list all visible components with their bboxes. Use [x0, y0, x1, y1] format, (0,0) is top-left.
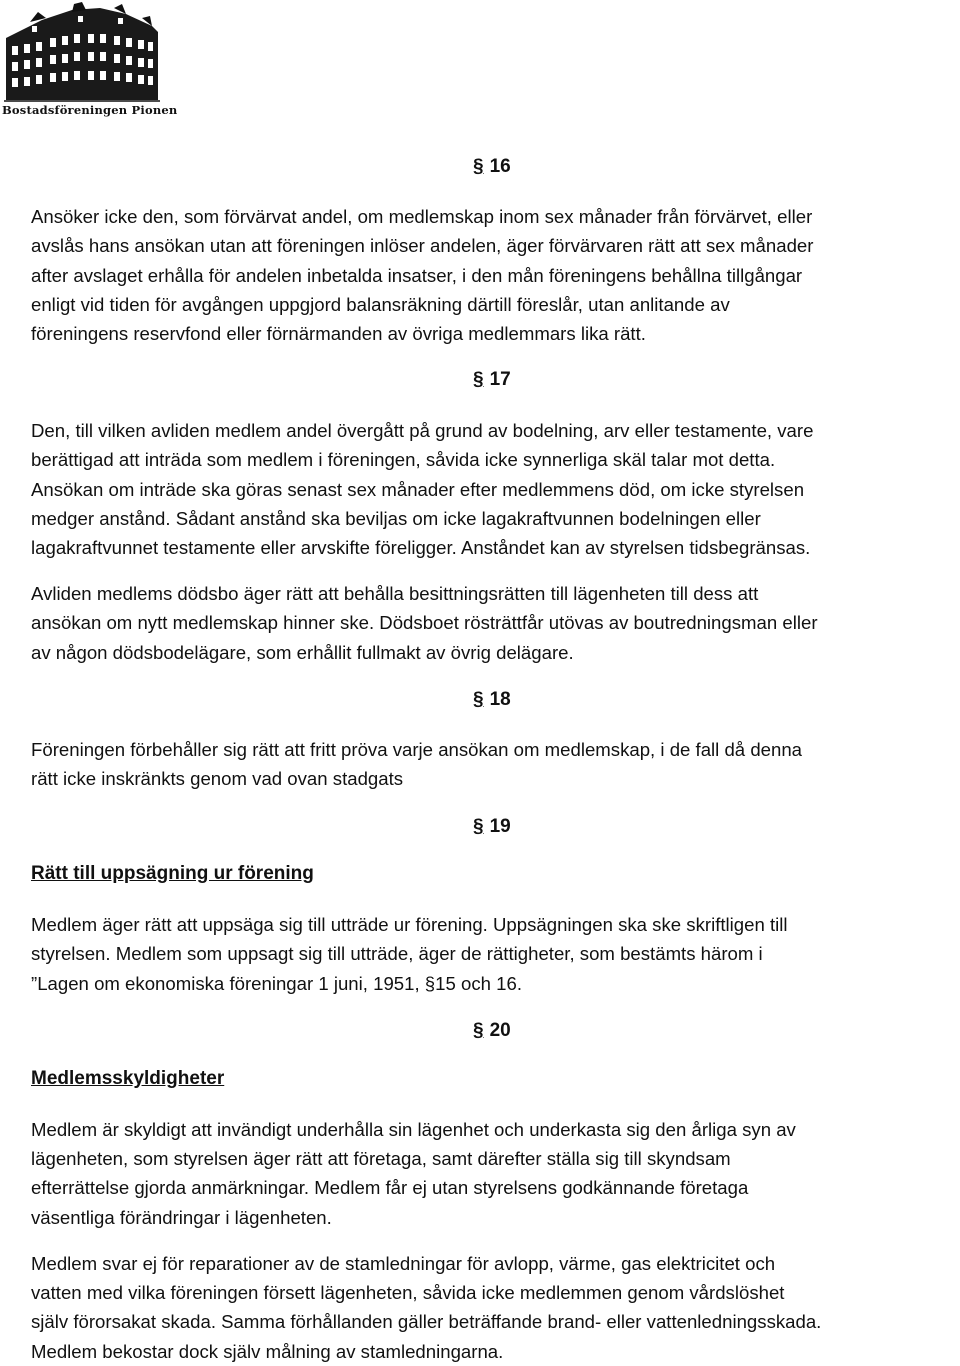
text-line: Den, till vilken avliden medlem andel övergått på grund av bodelning, arv eller testamente, vare — [31, 420, 814, 441]
text-line: Ansökan om inträde ska göras senast sex månader efter medlemmens död, om icke styrelsen — [31, 478, 805, 500]
section-16-paragraph-1 — [31, 202, 948, 348]
section-20-paragraph-2 — [31, 1249, 948, 1366]
text-line: Medlem äger rätt att uppsäga sig till utträde ur förening. Uppsägningen ska ske skriftligen till — [31, 914, 788, 935]
text-line: medger anstånd. Sådant anstånd ska beviljas om icke lagakraftvunnen bodelningen eller — [31, 507, 761, 529]
subheading-member-obligations: Medlemsskyldigheter — [31, 1068, 225, 1089]
text-line: Avliden medlems dödsbo äger rätt att behålla besittningsrätten till lägenheten till dess att — [31, 583, 759, 604]
section-number: 18 — [489, 689, 511, 710]
section-heading-20 — [473, 1020, 511, 1042]
text-line: av någon dödsbodelägare, som erhållit fullmakt av övrig delägare. — [31, 641, 574, 663]
text-line: berättigad att inträda som medlem i föreningen, såvida icke synnerliga skäl talar mot detta. — [31, 449, 776, 471]
text-line: avslås hans ansökan utan att föreningen inlöser andelen, äger förvärvaren rätt att sex månader — [31, 235, 814, 257]
text-line: efterrättelse gjorda anmärkningar. Medlem får ej utan styrelsens godkännande företaga — [31, 1177, 749, 1199]
section-symbol: § — [473, 689, 484, 710]
text-line: själv förorsakat skada. Samma förhållanden gäller beträffande brand- eller vattenledningsskada. — [31, 1311, 822, 1333]
section-symbol: § — [473, 156, 484, 177]
text-line: rätt icke inskränkts genom vad ovan stadgats — [31, 768, 404, 790]
section-17-paragraph-2 — [31, 579, 948, 667]
section-18-paragraph-1 — [31, 735, 948, 794]
text-line: lägenheten, som styrelsen äger rätt att företaga, samt därefter ställa sig till skyndsam — [31, 1148, 731, 1170]
section-symbol: § — [473, 1020, 484, 1041]
section-heading-18 — [473, 689, 511, 711]
logo-caption: Bostadsföreningen Pionen — [2, 103, 178, 117]
text-line: Medlem svar ej för reparationer av de stamledningar för avlopp, värme, gas elektricitet och — [31, 1253, 776, 1274]
section-number: 20 — [489, 1020, 511, 1041]
text-line: Medlem är skyldigt att invändigt underhålla sin lägenhet och underkasta sig den årliga syn av — [31, 1119, 796, 1140]
section-heading-16 — [473, 156, 511, 178]
text-line: Ansöker icke den, som förvärvat andel, om medlemskap inom sex månader från förvärvet, eller — [31, 206, 813, 227]
building-drawing-icon — [2, 2, 160, 102]
section-number: 16 — [489, 156, 511, 177]
text-line: föreningens reservfond eller förnärmanden av övriga medlemmars lika rätt. — [31, 323, 646, 345]
text-line: ”Lagen om ekonomiska föreningar 1 juni, 1951, §15 och 16. — [31, 972, 522, 994]
section-heading-17 — [473, 369, 511, 391]
section-symbol: § — [473, 816, 484, 837]
section-19-paragraph-1 — [31, 910, 948, 998]
section-17-paragraph-1 — [31, 416, 948, 562]
text-line: vatten med vilka föreningen försett lägenheten, såvida icke medlemmen genom vårdslöshet — [31, 1282, 785, 1304]
section-symbol: § — [473, 369, 484, 390]
text-line: enligt vid tiden för avgången uppgjord balansräkning därtill föreslår, utan anlitande av — [31, 293, 730, 315]
text-line: ansökan om nytt medlemskap hinner ske. Dödsboet rösträttfår utövas av boutredningsman eller — [31, 612, 818, 634]
subheading-notice-of-termination: Rätt till uppsägning ur förening — [31, 863, 314, 884]
section-number: 17 — [489, 369, 511, 390]
text-line: lagakraftvunnet testamente eller arvskifte föreligger. Anståndet kan av styrelsen tidsbegränsas. — [31, 537, 811, 559]
text-line: after avslaget erhålla för andelen inbetalda insatser, i den mån föreningens behållna tillgångar — [31, 264, 803, 286]
section-heading-19 — [473, 816, 511, 838]
text-line: Föreningen förbehåller sig rätt att fritt pröva varje ansökan om medlemskap, i de fall då denna — [31, 739, 803, 760]
text-line: Medlem bekostar dock själv målning av stamledningarna. — [31, 1340, 504, 1362]
text-line: styrelsen. Medlem som uppsagt sig till utträde, äger de rättigheter, som bestämts härom i — [31, 943, 763, 965]
text-line: väsentliga förändringar i lägenheten. — [31, 1206, 332, 1228]
section-number: 19 — [489, 816, 511, 837]
section-20-paragraph-1 — [31, 1115, 948, 1232]
